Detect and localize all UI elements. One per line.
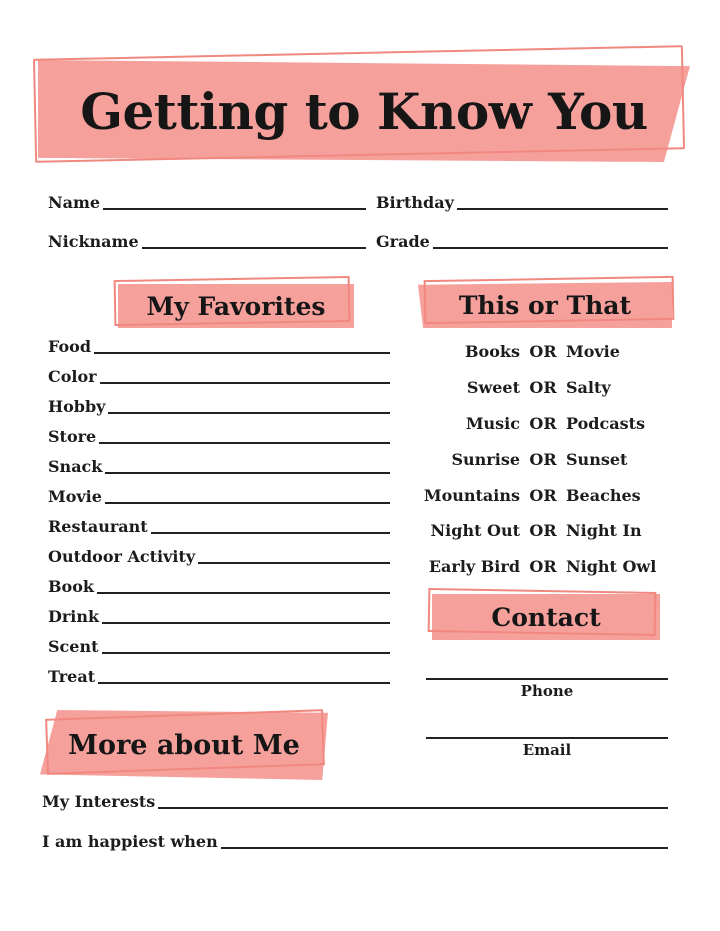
title-banner	[38, 60, 690, 162]
or-word: OR	[529, 342, 557, 361]
favorite-label: Book	[48, 577, 94, 596]
favorite-line[interactable]	[105, 502, 390, 504]
happiest-label: I am happiest when	[42, 832, 218, 851]
favorite-line[interactable]	[151, 532, 390, 534]
happiest-line[interactable]	[221, 847, 668, 849]
option-a[interactable]: Mountains	[423, 486, 520, 505]
favorite-label: Food	[48, 337, 92, 356]
favorite-row-book[interactable]	[48, 574, 390, 596]
option-b[interactable]: Salty	[566, 378, 611, 397]
favorites-heading: My Favorites	[146, 291, 326, 321]
favorite-label: Drink	[48, 607, 100, 626]
favorite-line[interactable]	[100, 382, 390, 384]
option-a[interactable]: Music	[465, 414, 520, 433]
interests-field[interactable]	[42, 789, 668, 811]
favorite-label: Snack	[48, 457, 103, 476]
phone-line[interactable]	[426, 678, 668, 680]
option-a[interactable]: Night Out	[430, 521, 520, 540]
more-about-me-banner	[40, 710, 328, 780]
option-b[interactable]: Night Owl	[566, 557, 657, 576]
interests-label: My Interests	[42, 792, 156, 811]
favorite-line[interactable]	[105, 472, 390, 474]
option-a[interactable]: Sweet	[466, 378, 520, 397]
favorite-label: Restaurant	[48, 517, 148, 536]
this-or-that-row	[408, 378, 688, 400]
favorite-line[interactable]	[98, 682, 390, 684]
option-b[interactable]: Movie	[566, 342, 620, 361]
favorite-row-movie[interactable]	[48, 484, 390, 506]
or-word: OR	[529, 378, 557, 397]
interests-line[interactable]	[158, 807, 668, 809]
favorite-label: Treat	[48, 667, 96, 686]
happiest-field[interactable]	[42, 829, 668, 851]
favorite-line[interactable]	[102, 622, 390, 624]
name-label: Name	[48, 193, 101, 212]
contact-heading: Contact	[491, 602, 601, 632]
nickname-line[interactable]	[142, 247, 366, 249]
nickname-field[interactable]	[48, 229, 366, 251]
this-or-that-row	[408, 486, 688, 508]
grade-field[interactable]	[376, 229, 668, 251]
contact-banner	[432, 594, 660, 640]
favorite-row-treat[interactable]	[48, 664, 390, 686]
or-word: OR	[529, 486, 557, 505]
option-a[interactable]: Early Bird	[428, 557, 520, 576]
favorite-line[interactable]	[97, 592, 390, 594]
this-or-that-row	[408, 342, 688, 364]
option-b[interactable]: Podcasts	[566, 414, 645, 433]
birthday-label: Birthday	[376, 193, 454, 212]
grade-line[interactable]	[433, 247, 668, 249]
name-field[interactable]	[48, 190, 366, 212]
phone-label: Phone	[520, 682, 574, 700]
grade-label: Grade	[376, 232, 430, 251]
favorite-row-restaurant[interactable]	[48, 514, 390, 536]
birthday-field[interactable]	[376, 190, 668, 212]
page-title: Getting to Know You	[80, 81, 648, 141]
favorite-label: Outdoor Activity	[48, 547, 196, 566]
email-line[interactable]	[426, 737, 668, 739]
favorites-banner	[118, 284, 354, 328]
name-line[interactable]	[103, 208, 366, 210]
favorite-label: Color	[48, 367, 97, 386]
favorite-row-color[interactable]	[48, 364, 390, 386]
more-about-me-heading: More about Me	[68, 729, 300, 761]
favorite-line[interactable]	[198, 562, 390, 564]
email-label: Email	[522, 741, 572, 759]
option-a[interactable]: Sunrise	[451, 450, 520, 469]
option-b[interactable]: Sunset	[566, 450, 628, 469]
favorite-line[interactable]	[108, 412, 390, 414]
this-or-that-banner	[418, 282, 672, 328]
this-or-that-row	[408, 557, 688, 579]
favorite-row-food[interactable]	[48, 334, 390, 356]
favorite-row-scent[interactable]	[48, 634, 390, 656]
this-or-that-row	[408, 521, 688, 543]
or-word: OR	[529, 414, 557, 433]
favorite-line[interactable]	[99, 442, 390, 444]
option-b[interactable]: Night In	[566, 521, 642, 540]
favorite-label: Hobby	[48, 397, 106, 416]
favorite-line[interactable]	[102, 652, 391, 654]
favorite-row-hobby[interactable]	[48, 394, 390, 416]
or-word: OR	[529, 450, 557, 469]
this-or-that-heading: This or That	[458, 290, 632, 320]
favorite-label: Movie	[48, 487, 102, 506]
favorite-row-store[interactable]	[48, 424, 390, 446]
this-or-that-row	[408, 414, 688, 436]
favorite-line[interactable]	[94, 352, 390, 354]
this-or-that-row	[408, 450, 688, 472]
favorite-row-outdoor-activity[interactable]	[48, 544, 390, 566]
favorite-row-snack[interactable]	[48, 454, 390, 476]
nickname-label: Nickname	[48, 232, 139, 251]
favorite-label: Scent	[48, 637, 99, 656]
favorite-row-drink[interactable]	[48, 604, 390, 626]
option-b[interactable]: Beaches	[566, 486, 641, 505]
or-word: OR	[529, 557, 557, 576]
or-word: OR	[529, 521, 557, 540]
favorite-label: Store	[48, 427, 97, 446]
birthday-line[interactable]	[457, 208, 668, 210]
option-a[interactable]: Books	[465, 342, 520, 361]
